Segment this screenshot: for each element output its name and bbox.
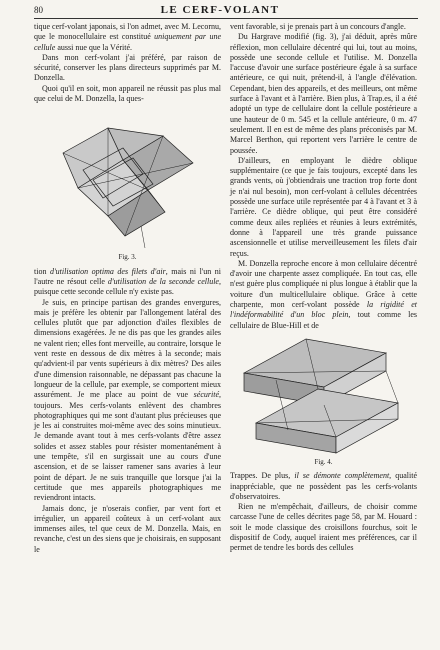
text-run: M. Donzella reproche encore à mon cellulaire décentré d'avoir une charpente assez compliquée. En tout cas, elle n'est guère plus compliquée ni plus longue à établir que la voiture d'un multicellulaire oblique. Grâce à cette charpente, mon cerf-volant possède — [230, 258, 417, 310]
page-number: 80 — [34, 5, 43, 15]
figure-3-caption: Fig. 3. — [118, 253, 137, 262]
paragraph: Rien ne m'empêchait, d'ailleurs, de choisir comme carcasse l'une de celles décrites page 58, par M. Houard : soit le mode classique des croisillons fourchus, soit le dispositif de Cody, auquel iraient mes préférences, car il permet de tendre les bords des cellules — [230, 502, 417, 553]
paragraph — [34, 22, 221, 53]
paragraph — [230, 259, 417, 331]
text-run: tique cerf-volant japonais, si l'on admet, avec M. Lecornu, que le monocellulaire est constitué — [34, 22, 221, 42]
paragraph: vent favorable, si je prenais part à un concours d'angle. — [230, 22, 406, 31]
emphasis: la rigidité et l'indéformabilité d'un bloc plein — [230, 300, 417, 320]
text-run: Je suis, en principe partisan des grandes envergures, mais je préfère les obtenir par l'allongement latéral des cellules plutôt que par adjonction d'ailes flexibles de dimensions exagérées. Je ne dis pas que les grandes ailes ne valent rien; elles font merveille, au contraire, lorsque le vent reste en dessous de dix mètres à la seconde; mais qu'advient-il par vents supérieurs à dix mètres? Des ailes d'une dimension raisonnable, ne dépassant pas chacune la longueur de la cellule, par exemple, se comportent mieux assurément. Je me place au point de vue — [34, 297, 221, 400]
paragraph — [230, 471, 417, 502]
figure-3-kite-illustration — [53, 108, 203, 250]
paragraph: D'ailleurs, en employant le dièdre oblique supplémentaire (ce que je fais toujours, excepté dans les grands vents, où j'obtiendrais une traction trop forte dont je n'ai nul besoin), mon cerf-volant à cellules décentrées possède une surface utile représentée par 4 à l'avant et 3 à l'arrière. Ce dièdre oblique, qui peut être considéré comme deux ailes repliées et réunies à leurs extrémités, donne à l'appareil une très grande puissance ascensionnelle et utilise merveilleusement les filets d'air reçus. — [230, 155, 417, 258]
figure-4-kite-illustration — [236, 335, 411, 455]
header-rule — [34, 18, 418, 19]
journal-title: LE CERF-VOLANT — [160, 4, 280, 16]
text-run: Trappes. De plus, — [230, 471, 295, 481]
paragraph — [34, 267, 221, 298]
text-run: , mais ni l'un ni l'autre ne résout celle — [34, 266, 221, 286]
text-run: aussi nue que la Vérité. — [55, 42, 133, 52]
figure-4-caption: Fig. 4. — [314, 457, 333, 466]
page-header — [0, 0, 440, 20]
text-run: , puisque cette seconde cellule n'y existe pas. — [34, 276, 221, 297]
emphasis: d'utilisation de la seconde cellule — [107, 276, 219, 286]
text-run: , qualité inappréciable, que ne possèdent pas les cerfs-volants d'observatoires. — [230, 471, 418, 501]
text-run: , tout comme les cellulaire de Blue-Hill et de — [230, 310, 417, 330]
paragraph: Du Hargrave modifié (fig. 3), j'ai déduit, après mûre réflexion, mon cellulaire décentré qui lui, tout au moins, possède une seconde cellule et l'utilise. M. Donzella l'accuse d'avoir une surface postérieure égale à sa surface antérieure, ce qui nuit, prétend-il, à l'angle d'élévation. Cependant, bien des appareils, et des meilleurs, ont même surface à l'avant et à l'arrière. Bien plus, à Trap.es, il a été adopté un type de cellulaire dont la cellule postérieure a une hauteur de 0 m. 545 et la cellule antérieure, 0 m. 47 seulement. Il en est de même des plans préconisés par M. Marcel Berthon, qui reportent vers l'arrière le centre de poussée. — [230, 32, 417, 155]
text-run: , toujours. Mes cerfs-volants enlèvent des chambres photographiques qui me sont d'autant plus précieuses que je les ai construites moi-même avec des soins minutieux. Je demande avant tout à mes cerfs-volants d'être assez solides et assez stables pour résister momentanément à une tempête, s'il en surgissait une au cours d'une ascension, et de se laisser ramener sans avaries à leur point de départ. Je ne suis tranquille que lorsque j'ai la certitude que mes appareils photographiques me reviendront intacts. — [34, 390, 221, 503]
emphasis: uniquement par une cellule — [34, 32, 221, 52]
paragraph: Quoi qu'il en soit, mon appareil ne réussit pas plus mal que celui de M. Donzella, la ques- — [34, 83, 221, 104]
emphasis: sécurité — [193, 390, 219, 400]
paragraph: Jamais donc, je n'oserais confier, par vent fort et irrégulier, un appareil coûteux à un cerf-volant aux immenses ailes, tel que ceux de M. Donzella. Mais, en revanche, c'est un des siens que je choisirais, en supposant le — [34, 503, 221, 554]
right-column — [230, 22, 417, 554]
emphasis: il se démonte complètement — [294, 471, 390, 481]
paragraph: Dans mon cerf-volant j'ai préféré, par raison de sécurité, conserver les plans directeurs supprimés par M. Donzella. — [34, 52, 221, 83]
left-column — [34, 22, 221, 555]
text-run: tion — [34, 266, 50, 276]
emphasis: d'utilisation optima des filets d'air — [49, 266, 166, 276]
paragraph — [34, 298, 221, 504]
